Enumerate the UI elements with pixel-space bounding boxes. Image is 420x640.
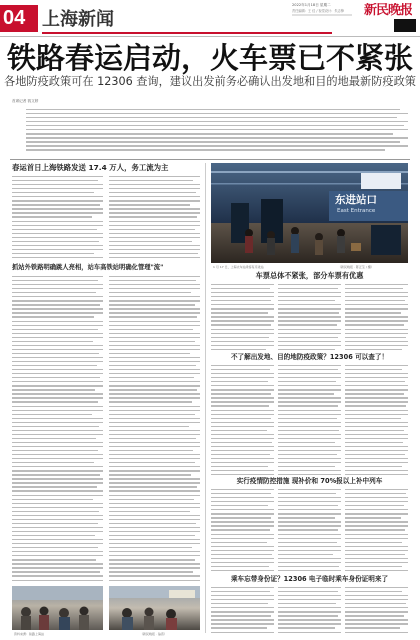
header-strip xyxy=(292,14,352,16)
section-heading-mid-1: 车票总体不紧张，部分车票有优惠 xyxy=(255,271,364,280)
right-col-b-text-2 xyxy=(278,365,341,475)
right-col-b-text-3 xyxy=(278,489,341,573)
left-col-b-text-1 xyxy=(109,176,200,260)
section-title: 上海新闻 xyxy=(42,9,114,30)
right-col-c-text-2 xyxy=(345,365,408,475)
left-col-a-text-2 xyxy=(12,276,103,584)
editor-line: 责任编辑：王 佳 / 视觉设计：朱志锋 xyxy=(292,9,344,13)
station-sign-cn: 东进站口 xyxy=(335,194,377,206)
section-heading-left-2: 抓站外铁路明确跳人亮相，站车高铁站明确化管理"流" xyxy=(12,264,164,271)
masthead-logo: 新民晚报 xyxy=(364,3,413,18)
station-photo xyxy=(211,163,408,263)
right-col-b-text-1 xyxy=(278,284,341,352)
crowd-photo-left xyxy=(12,586,103,630)
byline: 首席记者 钱文婷 xyxy=(12,99,39,103)
photo-caption: 1 月 17 日，上海火车站乘客有序进站 xyxy=(213,265,264,269)
crowd-photo-right xyxy=(109,586,200,630)
right-col-c-text-1 xyxy=(345,284,408,352)
bottom-left-caption-2: （新民晚报 · 翁晋） xyxy=(140,632,167,636)
header-grey-rule xyxy=(0,36,420,37)
lead-divider xyxy=(10,159,410,160)
right-col-a-text-3 xyxy=(211,489,274,573)
bottom-left-caption-1: 资料来源：铁路上海站 xyxy=(14,632,45,636)
section-heading-mid-2: 不了解出发地、目的地防疫政策？12306 可以查了！ xyxy=(230,353,389,361)
right-col-c-text-4 xyxy=(345,587,408,635)
date-line: 2022年1月18日 星期二 xyxy=(292,3,331,7)
header-red-rule xyxy=(42,32,332,34)
lead-headline: 铁路春运启动，火车票已不紧张 xyxy=(6,41,413,75)
masthead-mark xyxy=(394,19,416,32)
left-col-a-text-1 xyxy=(12,176,103,260)
right-col-a-text-2 xyxy=(211,365,274,475)
right-col-a-text-4 xyxy=(211,587,274,635)
column-divider xyxy=(205,163,206,633)
lead-paragraph xyxy=(26,109,408,157)
lead-subheadline: 各地防疫政策可在 12306 查询，建议出发前务必确认出发地和目的地最新防疫政策 xyxy=(4,75,416,88)
left-col-b-text-2 xyxy=(109,276,200,584)
station-sign-en: East Entrance xyxy=(337,208,376,214)
section-heading-mid-3: 实行疫情防控措施 现补价和 70%报以上补中列车 xyxy=(236,477,383,485)
right-col-c-text-3 xyxy=(345,489,408,573)
right-col-b-text-4 xyxy=(278,587,341,635)
section-heading-left-1: 春运首日上海铁路发送 17.4 万人，务工流为主 xyxy=(12,163,169,172)
section-heading-mid-4: 乘车忘带身份证？12306 电子临时乘车身份证明来了 xyxy=(230,575,389,583)
photo-credit: （新民晚报 · 陈正宝 / 摄） xyxy=(338,265,374,269)
page-number: 04 xyxy=(3,7,26,29)
right-col-a-text-1 xyxy=(211,284,274,352)
